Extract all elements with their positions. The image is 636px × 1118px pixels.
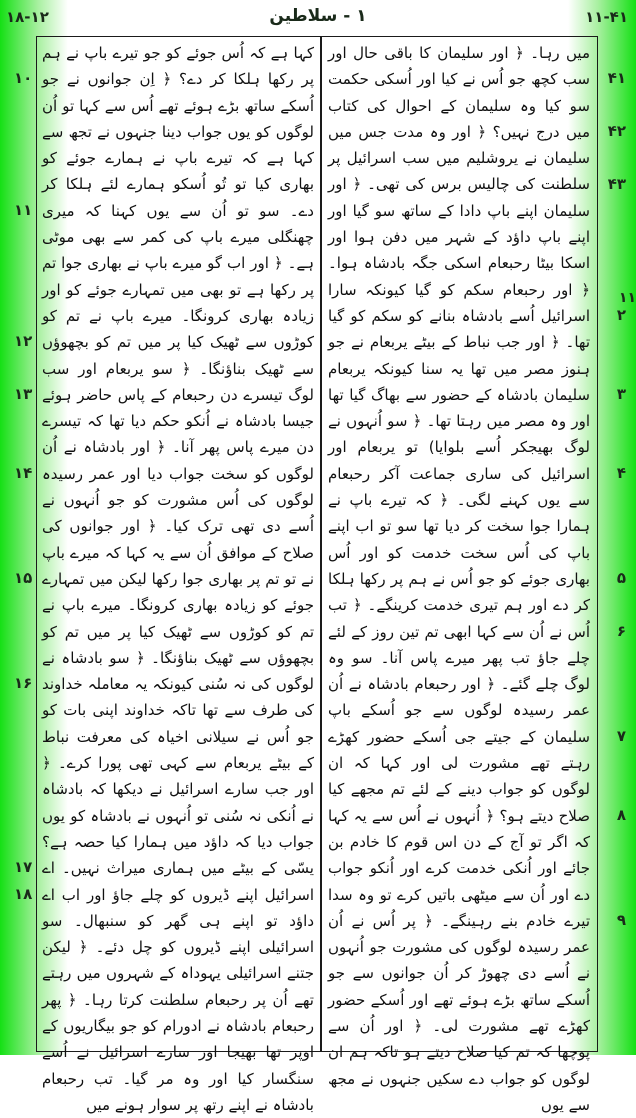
right-verse-number: ۳	[616, 384, 626, 403]
left-column-text: کہا ہے کہ اُس جوئے کو جو تیرے باپ نے ہم پر رکھا ہلکا کر دے؟ ﴿ اِن جوانوں نے جو اُسکے ساتھ بڑے ہوئے تھے اُس سے کہا تو اُن لوگوں کو یوں جواب دینا جنہوں نے تجھ سے کہا ہے کہ تیرے باپ نے ہمارے جوئے کو بھاری کیا تو تُو اُسکو ہمارے لئے ہلکا کر دے۔ سو تو اُن سے یوں کہنا کہ میری چھنگلی میرے باپ کی کمر سے بھی موٹی ہے۔ ﴿ اور اب گو میرے باپ نے بھاری جوا تم پر رکھا ہے تو بھی میں تمہارے جوئے کو اور زیادہ بھاری کرونگا۔ میرے باپ نے تم کو کوڑوں سے ٹھیک کیا پر میں تم کو بچھوؤں سے ٹھیک بناؤنگا۔ ﴿ سو یربعام اور سب لوگ تیسرے دن رحبعام کے پاس حاضر ہوئے جیسا بادشاہ نے اُنکو حکم دیا تھا کہ تیسرے دن میرے پاس پھر آنا۔ ﴿ اور بادشاہ نے اُن لوگوں کو سخت جواب دیا اور عمر رسیدہ لوگوں کی اُس مشورت کو جو اُنہوں نے اُسے دی تھی ترک کیا۔ ﴿ اور جوانوں کی صلاح کے موافق اُن سے یہ کہا کہ میرے باپ نے تو تم پر بھاری جوا رکھا لیکن میں تمہارے جوئے کو زیادہ بھاری کرونگا۔ میرے باپ نے تم کو کوڑوں سے ٹھیک کیا پر میں تم کو بچھوؤں سے ٹھیک بناؤنگا۔ ﴿ سو بادشاہ نے لوگوں کی نہ سُنی کیونکہ یہ معاملہ خداوند کی طرف سے تھا تاکہ خداوند اپنی بات کو جو اُس نے سیلانی اخیاہ کی معرفت نباط کے بیٹے یربعام سے کہی تھی پورا کرے۔ ﴿ اور جب سارے اسرائیل نے دیکھا کہ بادشاہ نے اُنکی نہ سُنی تو اُنہوں نے بادشاہ کو یوں جواب دیا کہ داؤد میں ہمارا کیا حصہ ہے؟ یسّی کے بیٹے میں ہماری میراث نہیں۔ اے اسرائیل اپنے ڈیروں کو چلے جاؤ اور اب اے داؤد تو اپنے ہی گھر کو سنبھال۔ سو اسرائیلی اپنے ڈیروں کو چل دئے۔ ﴿ لیکن جتنے اسرائیلی یہوداہ کے شہروں میں رہتے تھے اُن پر رحبعام سلطنت کرتا رہا۔ ﴿ پھر رحبعام بادشاہ نے ادورام کو جو بیگاریوں کے اوپر تھا بھیجا اور سارے اسرائیل نے اُسے سنگسار کیا اور وہ مر گیا۔ تب رحبعام بادشاہ نے اپنے رتھ پر سوار ہونے میں	[42, 44, 314, 1114]
left-verse-number: ۱۴	[14, 463, 33, 482]
left-verse-number: ۱۰	[14, 69, 33, 88]
left-verse-number: ۱۳	[14, 384, 33, 403]
header-verse-range-right: ۱۱-۴۱	[585, 8, 628, 26]
right-verse-number: ۴۱	[607, 69, 626, 88]
left-text-column	[42, 40, 314, 1118]
left-verse-number: ۱۱	[14, 200, 33, 219]
right-verse-number: ۶	[616, 621, 626, 640]
right-column-text: میں رہا۔ ﴿ اور سلیمان کا باقی حال اور سب کچھ جو اُس نے کیا اور اُسکی حکمت سو کیا وہ سلیمان کے احوال کی کتاب میں درج نہیں؟ ﴿ اور وہ مدت جس میں سلیمان نے یروشلیم میں سب اسرائیل پر سلطنت کی چالیس برس کی تھی۔ ﴿ اور سلیمان اپنے باپ دادا کے ساتھ سو گیا اور اپنے باپ داؤد کے شہر میں دفن ہوا اور اسکا بیٹا رحبعام اسکی جگہ بادشاہ ہوا۔ ﴿ اور رحبعام سکم کو گیا کیونکہ سارا اسرائیل اُسے بادشاہ بنانے کو سکم کو گیا تھا۔ ﴿ اور جب نباط کے بیٹے یربعام نے جو ہنوز مصر میں تھا یہ سنا کیونکہ یربعام سلیمان بادشاہ کے حضور سے بھاگ گیا تھا اور وہ مصر میں رہتا تھا۔ ﴿ سو اُنہوں نے لوگ بھیجکر اُسے بلوایا) تو یربعام اور اسرائیل کی ساری جماعت آکر رحبعام سے یوں کہنے لگی۔ ﴿ کہ تیرے باپ نے ہمارا جوا سخت کر دیا تھا سو تو اب اپنے باپ کی اُس سخت خدمت کو اور اُس بھاری جوئے کو جو اُس نے ہم پر رکھا ہلکا کر دے اور ہم تیری خدمت کرینگے۔ ﴿ تب اُس نے اُن سے کہا ابھی تم تین روز کے لئے چلے جاؤ تب پھر میرے پاس آنا۔ سو وہ لوگ چلے گئے۔ ﴿ اور رحبعام بادشاہ نے اُن عمر رسیدہ لوگوں سے جو اُسکے باپ سلیمان کے جیتے جی اُسکے حضور کھڑے رہتے تھے مشورت لی اور کہا کہ ان لوگوں کو جواب دینے کے لئے تم مجھے کیا صلاح دیتے ہو؟ ﴿ اُنہوں نے اُس سے یہ کہا کہ اگر تو آج کے دن اس قوم کا خادم بن جائے اور اُنکی خدمت کرے اور اُنکو جواب دے اور اُن سے میٹھی باتیں کرے تو وہ سدا تیرے خادم بنے رہینگے۔ ﴿ پر اُس نے اُن عمر رسیدہ لوگوں کی مشورت جو اُنہوں نے اُسے دی چھوڑ کر اُن جوانوں سے جو اُسکے ساتھ بڑے ہوئے تھے اور اُسکے حضور کھڑے تھے مشورت لی۔ ﴿ اور اُن سے پوچھا کہ تم کیا صلاح دیتے ہو تاکہ ہم ان لوگوں کو جواب دے سکیں جنہوں نے مجھ سے یوں	[328, 44, 590, 1114]
book-title: ۱ - سلاطین	[269, 6, 367, 26]
right-verse-number: ۵	[616, 569, 626, 587]
right-verse-number: ۴۲	[607, 121, 626, 140]
right-text-column	[328, 40, 590, 1118]
left-verse-number: ۱۸	[14, 884, 33, 903]
left-verse-number: ۱۷	[14, 858, 33, 877]
right-verse-number: ۸	[616, 805, 626, 824]
right-verse-number: ۲	[616, 306, 626, 324]
right-verse-number: ۴	[616, 463, 626, 482]
right-verse-number: ۴۳	[607, 174, 626, 193]
left-verse-number: ۱۵	[14, 569, 33, 587]
left-verse-number: ۱۲	[14, 332, 33, 351]
right-verse-number: ۹	[616, 910, 626, 929]
page-header	[0, 0, 636, 34]
left-verse-number: ۱۶	[14, 674, 33, 693]
column-divider	[320, 36, 322, 1051]
header-verse-range-left: ۱۸-۱۲	[6, 8, 49, 26]
chapter-marker: ۱۱	[618, 290, 636, 306]
right-verse-number: ۷	[616, 726, 626, 745]
